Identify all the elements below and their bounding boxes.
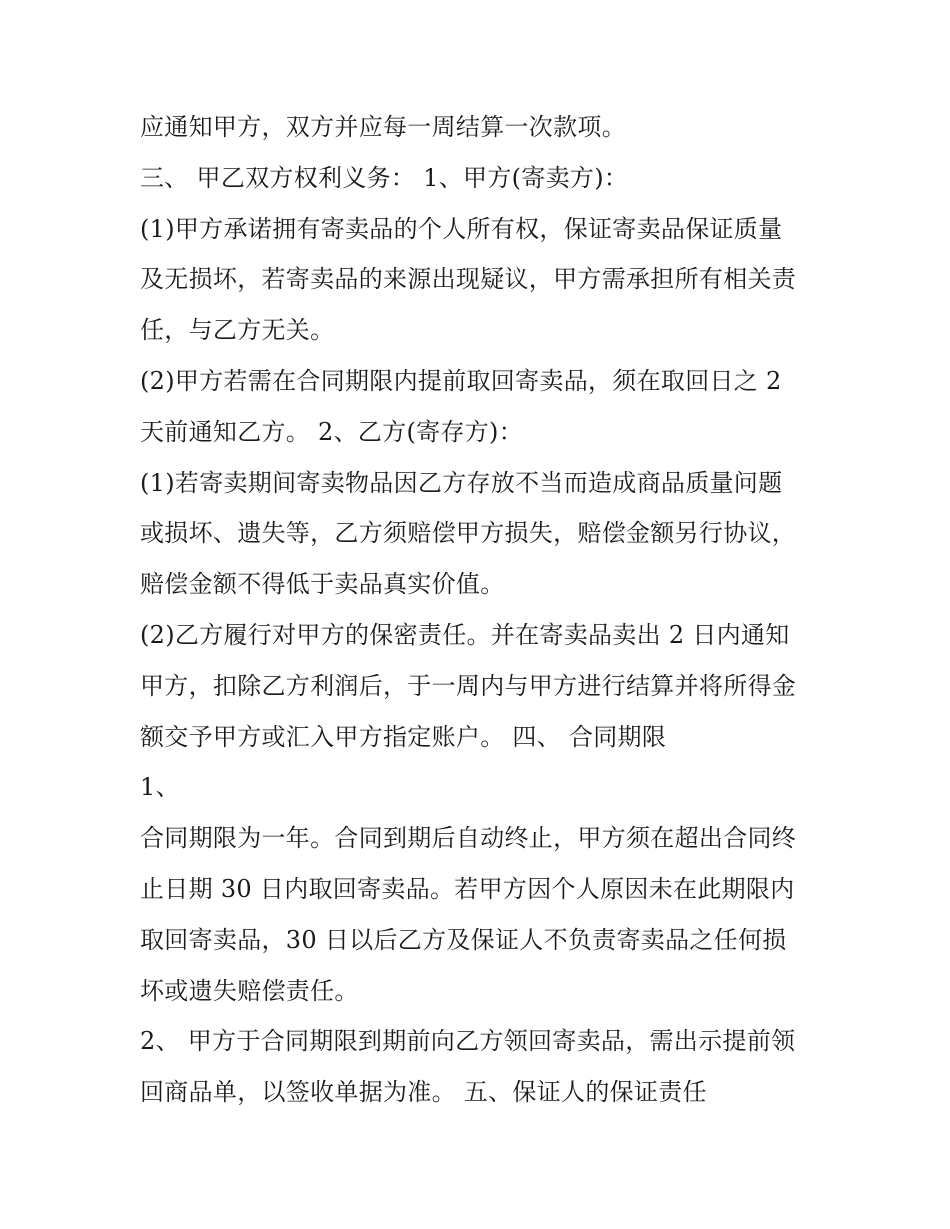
text-line: 及无损坏，若寄卖品的来源出现疑议，甲方需承担所有相关责 (140, 265, 797, 294)
section-heading-line: 额交予甲方或汇入甲方指定账户。 四、 合同期限 (140, 722, 667, 751)
text-line: 甲方，扣除乙方利润后，于一周内与甲方进行结算并将所得金 (140, 671, 797, 700)
text-line: 天前通知乙方。 2、乙方(寄存方)： (140, 417, 524, 446)
section-heading-line: 三、 甲乙双方权利义务： 1、甲方(寄卖方)： (140, 163, 629, 192)
text-line: (1)甲方承诺拥有寄卖品的个人所有权，保证寄卖品保证质量 (140, 214, 783, 243)
text-line: (1)若寄卖期间寄卖物品因乙方存放不当而造成商品质量问题 (140, 468, 783, 497)
text-line: (2)乙方履行对甲方的保密责任。并在寄卖品卖出 2 日内通知 (140, 620, 790, 649)
text-line: 止日期 30 日内取回寄卖品。若甲方因个人原因未在此期限内 (140, 874, 795, 903)
text-line: 坏或遗失赔偿责任。 (140, 976, 359, 1005)
text-line: 任，与乙方无关。 (140, 316, 335, 345)
text-line: 赔偿金额不得低于卖品真实价值。 (140, 570, 505, 599)
document-body (140, 102, 820, 1118)
text-line: 1、 (140, 773, 180, 802)
section-heading-line: 回商品单，以签收单据为准。 五、保证人的保证责任 (140, 1078, 707, 1107)
text-line: 取回寄卖品，30 日以后乙方及保证人不负责寄卖品之任何损 (140, 925, 787, 954)
text-line: 应通知甲方，双方并应每一周结算一次款项。 (140, 113, 626, 141)
text-line: 或损坏、遗失等，乙方须赔偿甲方损失，赔偿金额另行协议， (140, 519, 797, 548)
text-line: 合同期限为一年。合同到期后自动终止，甲方须在超出合同终 (140, 824, 797, 853)
text-line: (2)甲方若需在合同期限内提前取回寄卖品，须在取回日之 2 (140, 366, 782, 395)
text-line: 2、 甲方于合同期限到期前向乙方领回寄卖品，需出示提前领 (140, 1027, 796, 1056)
